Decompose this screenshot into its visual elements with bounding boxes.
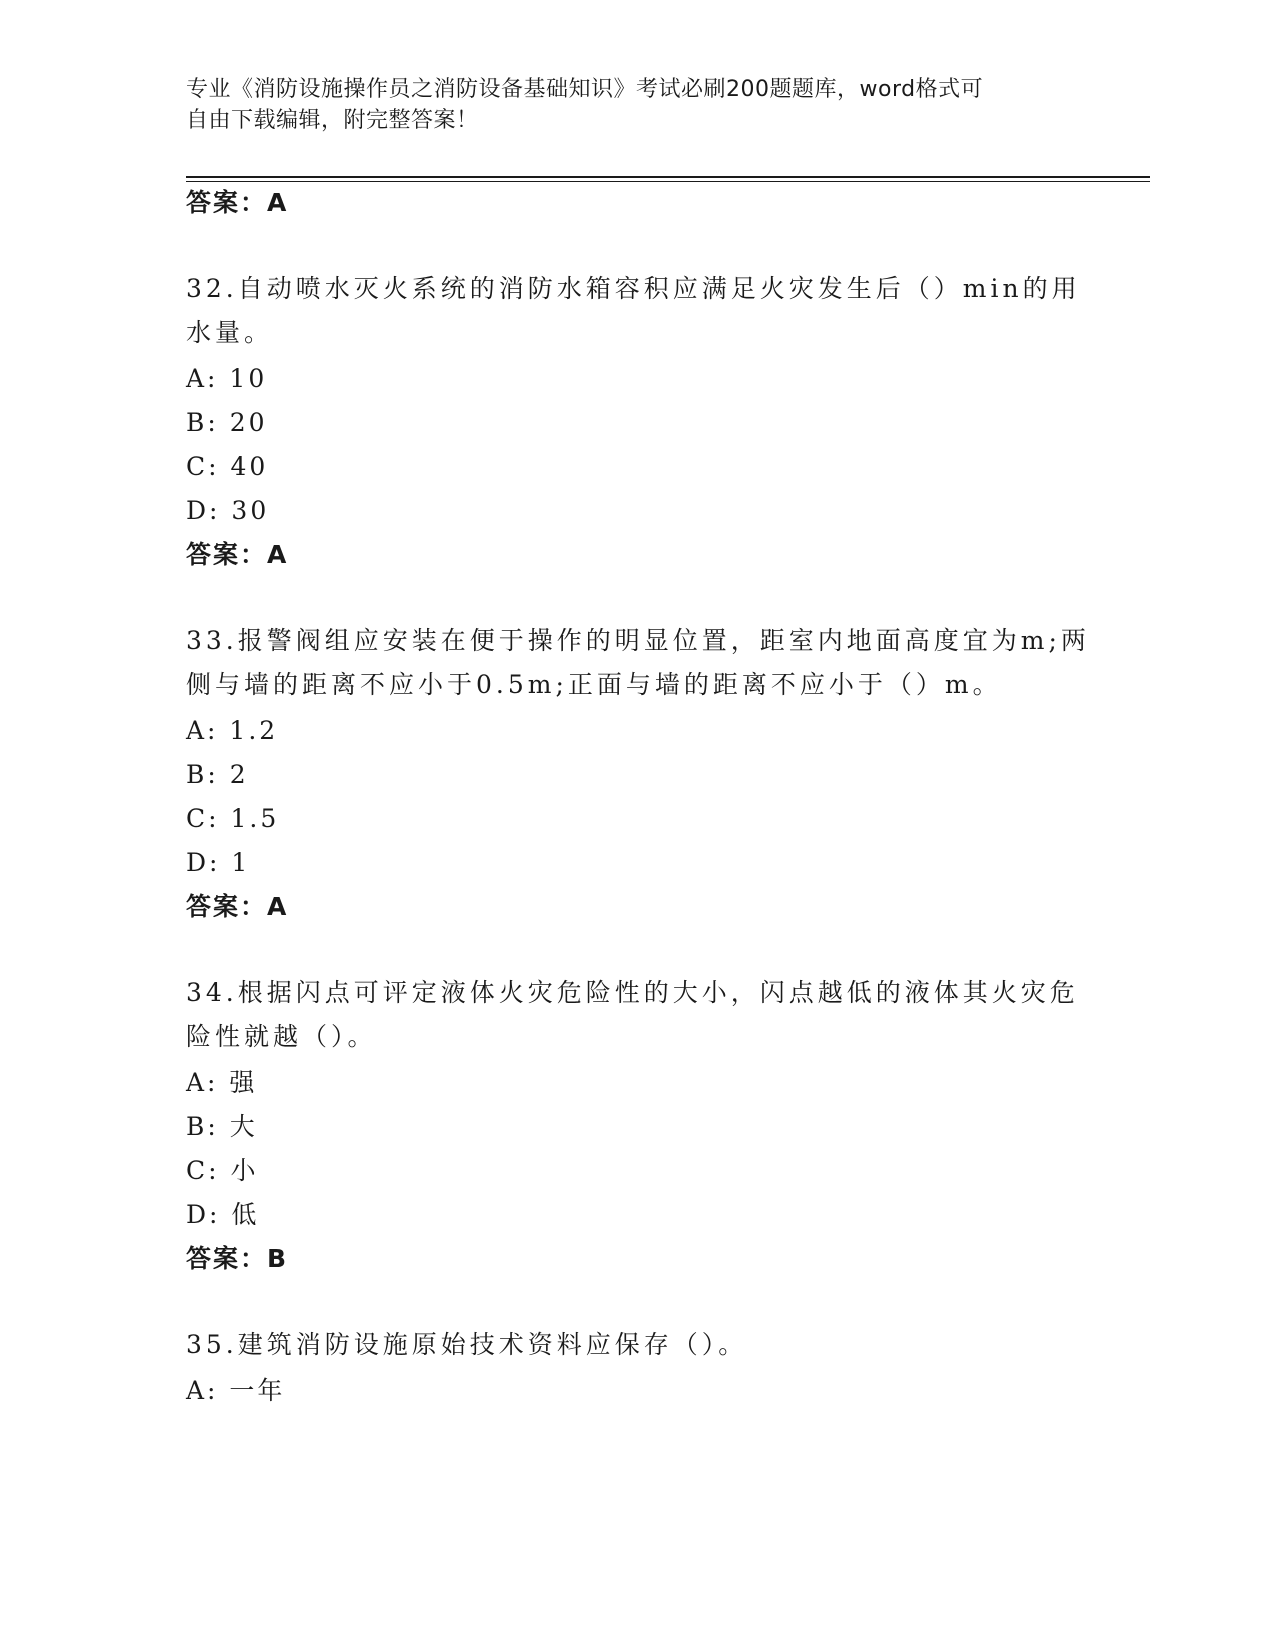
header-divider-thick <box>186 176 1150 178</box>
question-32-option-d: D: 30 <box>186 496 270 525</box>
question-33-option-d: D: 1 <box>186 848 251 877</box>
document-header <box>186 74 1066 136</box>
header-line-2: 自由下载编辑，附完整答案！ <box>186 108 479 133</box>
question-32-line-2: 水量。 <box>186 318 274 347</box>
question-33-option-b: B: 2 <box>186 760 249 789</box>
question-32-option-b: B: 20 <box>186 408 268 437</box>
header-line-1: 专业《消防设施操作员之消防设备基础知识》考试必刷200题题库，word格式可 <box>186 77 984 102</box>
question-33-line-1: 33.报警阀组应安装在便于操作的明显位置，距室内地面高度宜为m;两 <box>186 626 1090 655</box>
question-33-option-a: A: 1.2 <box>186 716 279 745</box>
question-32-line-1: 32.自动喷水灭火系统的消防水箱容积应满足火灾发生后（）min的用 <box>186 274 1081 303</box>
question-32-option-a: A: 10 <box>186 364 268 393</box>
question-34-line-2: 险性就越（）。 <box>186 1022 377 1051</box>
question-33-option-c: C: 1.5 <box>186 804 280 833</box>
question-35-line-1: 35.建筑消防设施原始技术资料应保存（）。 <box>186 1330 748 1359</box>
question-34-option-b: B: 大 <box>186 1112 258 1141</box>
answer-34: 答案：B <box>186 1244 289 1273</box>
answer-31: 答案：A <box>186 188 289 217</box>
header-divider-thin <box>186 181 1150 182</box>
question-34-line-1: 34.根据闪点可评定液体火灾危险性的大小，闪点越低的液体其火灾危 <box>186 978 1079 1007</box>
question-34-option-d: D: 低 <box>186 1200 260 1229</box>
question-32-option-c: C: 40 <box>186 452 269 481</box>
answer-33: 答案：A <box>186 892 289 921</box>
question-33-line-2: 侧与墙的距离不应小于0.5m;正面与墙的距离不应小于（）m。 <box>186 670 1002 699</box>
answer-32: 答案：A <box>186 540 289 569</box>
question-35-option-a: A: 一年 <box>186 1376 286 1405</box>
question-34-option-a: A: 强 <box>186 1068 258 1097</box>
question-34-option-c: C: 小 <box>186 1156 259 1185</box>
